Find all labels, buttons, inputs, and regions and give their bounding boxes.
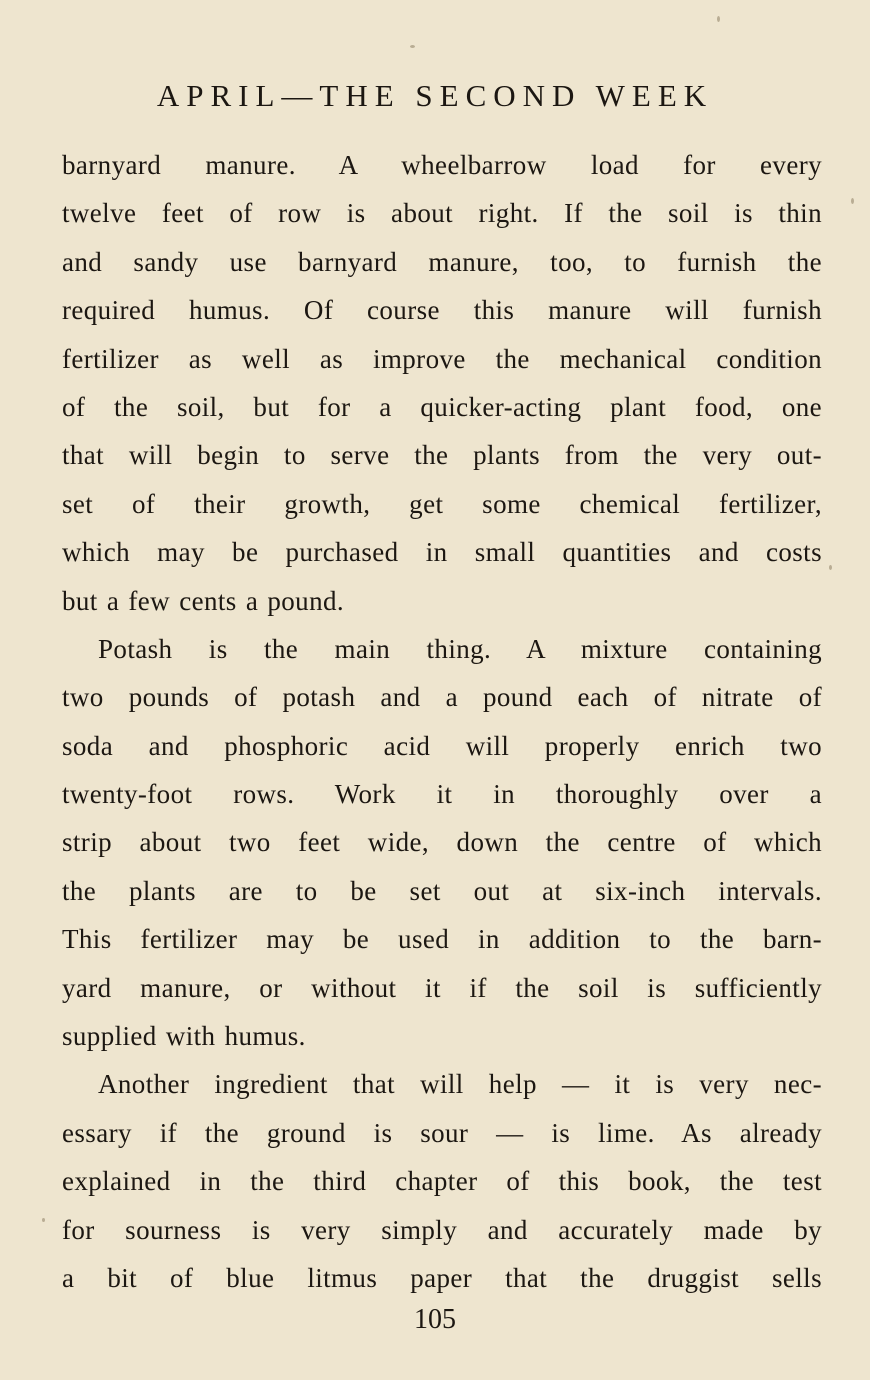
text-line: but a few cents a pound.	[62, 585, 345, 616]
running-header: APRIL—THE SECOND WEEK	[156, 78, 714, 113]
text-line: and sandy use barnyard manure, too, to furnish the	[62, 246, 822, 277]
text-line: Another ingredient that will help — it is very nec-	[98, 1069, 822, 1100]
paragraph-1	[62, 141, 822, 625]
paper-speck	[717, 16, 720, 22]
page-number: 105	[414, 1304, 456, 1335]
text-line: soda and phosphoric acid will properly enrich two	[62, 730, 822, 761]
text-line: supplied with humus.	[62, 1021, 306, 1052]
text-line: that will begin to serve the plants from the very out-	[62, 440, 822, 471]
text-line: Potash is the main thing. A mixture containing	[98, 633, 822, 664]
text-line: explained in the third chapter of this book, the test	[62, 1166, 822, 1197]
text-line: fertilizer as well as improve the mechanical condition	[62, 343, 822, 374]
text-line: barnyard manure. A wheelbarrow load for every	[62, 150, 822, 180]
text-line: two pounds of potash and a pound each of nitrate of	[62, 682, 822, 713]
text-line: a bit of blue litmus paper that the druggist sells	[62, 1262, 822, 1293]
text-line: required humus. Of course this manure will furnish	[62, 295, 822, 326]
text-line: twenty-foot rows. Work it in thoroughly over a	[62, 779, 822, 810]
text-line: strip about two feet wide, down the centre of which	[62, 827, 822, 858]
body-text	[62, 141, 822, 1302]
text-line: This fertilizer may be used in addition to the barn-	[62, 924, 822, 955]
text-line: of the soil, but for a quicker-acting plant food, one	[62, 391, 822, 422]
paper-speck	[410, 45, 415, 48]
paper-speck	[42, 1218, 45, 1222]
text-line: set of their growth, get some chemical fertilizer,	[62, 488, 822, 519]
text-line: for sourness is very simply and accurately made by	[62, 1214, 822, 1245]
text-line: twelve feet of row is about right. If the soil is thin	[62, 198, 822, 229]
paper-speck	[851, 198, 854, 204]
paragraph-3	[62, 1060, 822, 1302]
paper-speck	[829, 565, 832, 570]
paragraph-2	[62, 625, 822, 1061]
text-line: the plants are to be set out at six-inch intervals.	[62, 875, 822, 906]
text-line: essary if the ground is sour — is lime. As already	[62, 1117, 822, 1148]
text-line: which may be purchased in small quantities and costs	[62, 537, 822, 568]
text-line: yard manure, or without it if the soil is sufficiently	[62, 972, 822, 1003]
